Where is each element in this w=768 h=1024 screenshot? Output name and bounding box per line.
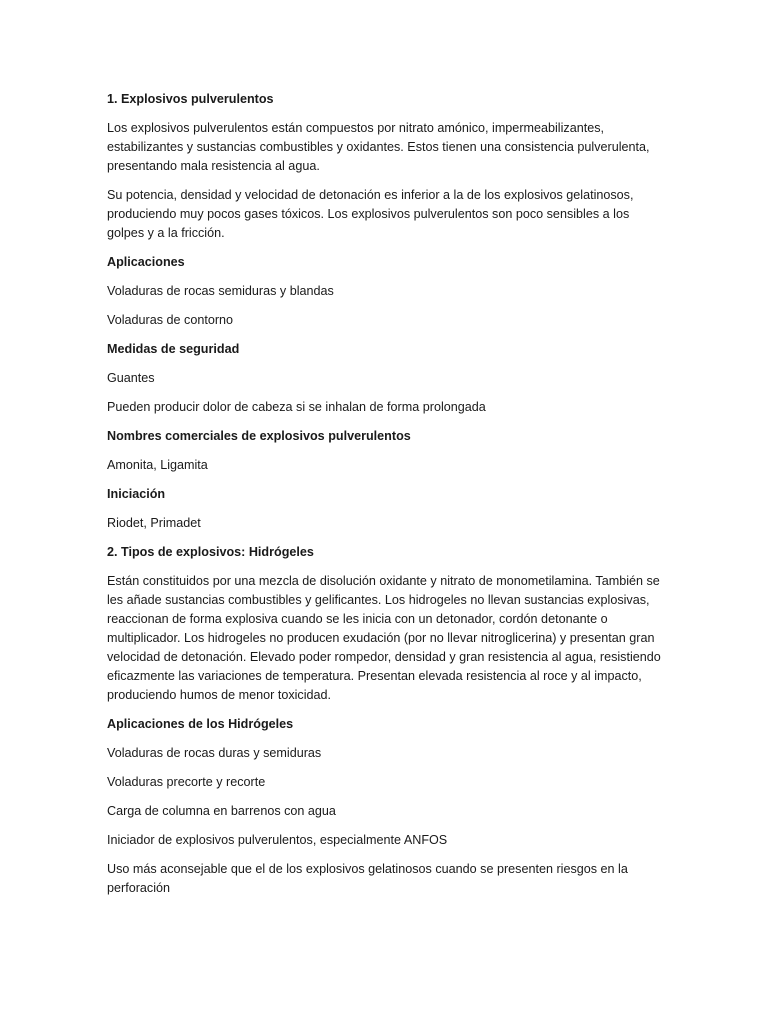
section-heading-explosivos-pulverulentos: 1. Explosivos pulverulentos (107, 92, 274, 106)
list-item: Uso más aconsejable que el de los explosivos gelatinosos cuando se presenten riesgos en la perforación (107, 862, 628, 895)
subheading-medidas-seguridad: Medidas de seguridad (107, 342, 240, 356)
subheading-iniciacion: Iniciación (107, 487, 166, 501)
list-item: Guantes (107, 371, 155, 385)
list-item: Iniciador de explosivos pulverulentos, especialmente ANFOS (107, 833, 448, 847)
list-item: Carga de columna en barrenos con agua (107, 804, 336, 818)
list-item: Voladuras de rocas semiduras y blandas (107, 284, 334, 298)
list-item: Pueden producir dolor de cabeza si se inhalan de forma prolongada (107, 400, 486, 414)
list-item: Voladuras precorte y recorte (107, 775, 266, 789)
list-item: Voladuras de contorno (107, 313, 234, 327)
paragraph-hidrogeles: Están constituidos por una mezcla de disolución oxidante y nitrato de monometilamina. También se les añade sustancias combustibles y gelificantes. Los hidrogeles no llevan sustancias explosivas, reaccionan de forma explosiva cuando se les inicia con un detonador, cordón detonante o multiplicador. Los hidrogeles no producen exudación (por no llevar nitroglicerina) y presentan gran velocidad de detonación. Elevado poder rompedor, densidad y gran resistencia al agua, resistiendo eficazmente las variaciones de temperatura. Presentan elevada resistencia al roce y al impacto, produciendo humos de menor toxicidad. (107, 574, 661, 702)
paragraph-composicion: Los explosivos pulverulentos están compuestos por nitrato amónico, impermeabilizantes, estabilizantes y sustancias combustibles y oxidantes. Estos tienen una consistencia pulverulenta, presentando mala resistencia al agua. (107, 121, 650, 173)
list-item: Amonita, Ligamita (107, 458, 208, 472)
paragraph-potencia: Su potencia, densidad y velocidad de detonación es inferior a la de los explosivos gelatinosos, produciendo muy pocos gases tóxicos. Los explosivos pulverulentos son poco sensibles a los golpes y a la fricción. (107, 188, 634, 240)
section-heading-hidrogeles: 2. Tipos de explosivos: Hidrógeles (107, 545, 314, 559)
subheading-nombres-comerciales: Nombres comerciales de explosivos pulverulentos (107, 429, 411, 443)
subheading-aplicaciones: Aplicaciones (107, 255, 185, 269)
subheading-aplicaciones-hidrogeles: Aplicaciones de los Hidrógeles (107, 717, 294, 731)
list-item: Riodet, Primadet (107, 516, 201, 530)
document-page (107, 90, 667, 908)
list-item: Voladuras de rocas duras y semiduras (107, 746, 322, 760)
